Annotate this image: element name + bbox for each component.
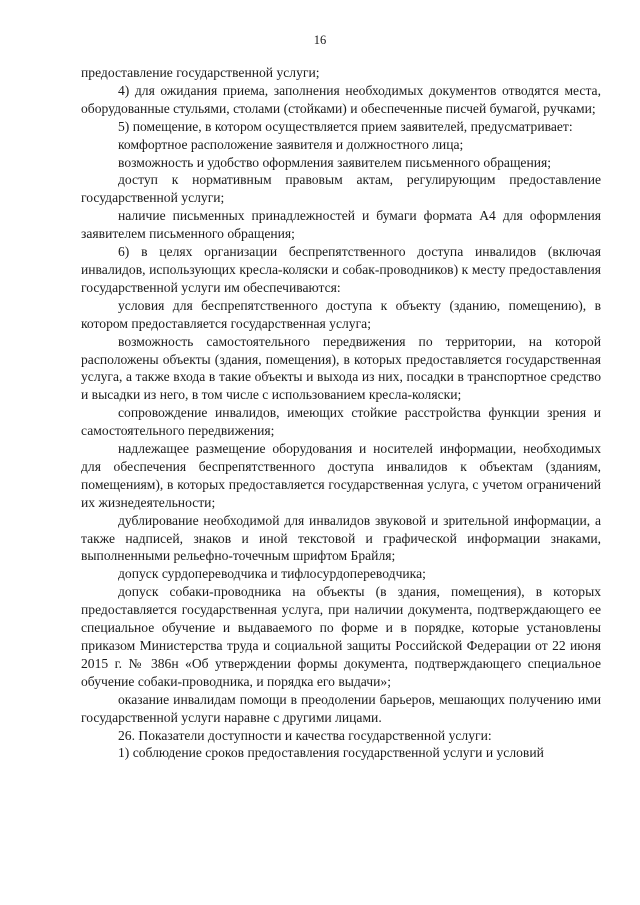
paragraph: возможность самостоятельного передвижения по территории, на которой расположены объекты (здания, помещения), в которых предоставляется государственная услуга, а также входа в такие объекты и выхода из них, посадки в транспортное средство и высадки из него, в том числе с использованием кресла-коляски; <box>81 333 601 403</box>
paragraph: 4) для ожидания приема, заполнения необходимых документов отводятся места, оборудованные стульями, столами (стойками) и обеспеченные писчей бумагой, ручками; <box>81 82 601 116</box>
paragraph: 1) соблюдение сроков предоставления государственной услуги и условий <box>118 745 544 761</box>
paragraph: допуск сурдопереводчика и тифлосурдопереводчика; <box>118 566 426 582</box>
paragraph: допуск собаки-проводника на объекты (в здания, помещения), в которых предоставляется государственная услуга, при наличии документа, подтверждающего ее специальное обучение и выдаваемого по форме и в порядке, которые установлены приказом Министерства труда и социальной защиты Российской Федерации от 22 июня 2015 г. № 386н «Об утверждении формы документа, подтверждающего специальное обучение собаки-проводника, и порядка его выдачи»; <box>81 584 601 689</box>
paragraph: условия для беспрепятственного доступа к объекту (зданию, помещению), в котором предоставляется государственная услуга; <box>81 297 601 331</box>
paragraph: оказание инвалидам помощи в преодолении барьеров, мешающих получению ими государственной услуги наравне с другими лицами. <box>81 691 601 725</box>
document-body <box>81 64 601 762</box>
paragraph: сопровождение инвалидов, имеющих стойкие расстройства функции зрения и самостоятельного передвижения; <box>81 405 601 439</box>
paragraph: возможность и удобство оформления заявителем письменного обращения; <box>118 154 552 170</box>
paragraph: наличие письменных принадлежностей и бумаги формата А4 для оформления заявителем письменного обращения; <box>81 208 601 242</box>
paragraph: доступ к нормативным правовым актам, регулирующим предоставление государственной услуги; <box>81 172 601 206</box>
paragraph: комфортное расположение заявителя и должностного лица; <box>118 136 464 152</box>
page-number: 16 <box>313 33 327 47</box>
paragraph: предоставление государственной услуги; <box>81 65 320 80</box>
paragraph: 26. Показатели доступности и качества государственной услуги: <box>118 727 492 743</box>
paragraph: 6) в целях организации беспрепятственного доступа инвалидов (включая инвалидов, использующих кресла-коляски и собак-проводников) к месту предоставления государственной услуги им обеспечиваются: <box>81 244 601 295</box>
paragraph: 5) помещение, в котором осуществляется прием заявителей, предусматривает: <box>118 118 573 134</box>
paragraph: дублирование необходимой для инвалидов звуковой и зрительной информации, а также надписей, знаков и иной текстовой и графической информации знаками, выполненными рельефно-точечным шрифтом Брайля; <box>81 512 601 564</box>
paragraph: надлежащее размещение оборудования и носителей информации, необходимых для обеспечения беспрепятственного доступа инвалидов к объектам (зданиям, помещениям), в которых предоставляется государственная услуга, с учетом ограничений их жизнедеятельности; <box>81 441 601 510</box>
